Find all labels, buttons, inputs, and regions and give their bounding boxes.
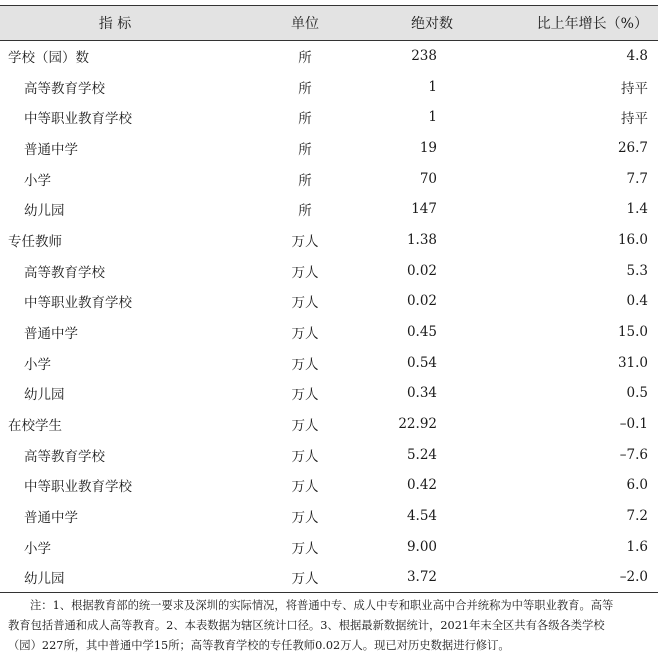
row-unit: 所	[298, 111, 312, 128]
row-absolute-value: 1	[428, 78, 437, 95]
row-unit: 万人	[291, 479, 319, 496]
row-growth-value: 0.4	[626, 293, 648, 310]
row-indicator-name: 小学	[24, 540, 51, 557]
row-indicator-name: 中等职业教育学校	[24, 479, 132, 496]
table-row	[0, 102, 658, 133]
row-unit: 所	[298, 203, 312, 220]
row-unit: 所	[298, 50, 312, 67]
row-unit: 万人	[291, 295, 319, 312]
row-unit: 万人	[250, 562, 360, 593]
row-indicator-name: 在校学生	[8, 418, 62, 435]
table-footnote: 注：1、根据教育部的统一要求及深圳的实际情况，将普通中专、成人中专和职业高中合并统称为中等职业教育。高等教育包括普通和成人高等教育。2、本表数据为辖区统计口径。3、根据最新数据统计，2021年末全区共有各级各类学校（园）227所，其中普通中学15所；高等教育学校的专任教师0.02万人。现已对历史数据进行修订。	[8, 599, 614, 652]
header-absolute: 绝对数	[360, 6, 457, 41]
row-absolute-value: 19	[419, 139, 437, 156]
table-row	[0, 409, 658, 440]
row-growth-value: 26.7	[617, 139, 648, 156]
row-absolute-value: 0.54	[406, 354, 437, 371]
row-growth-value: 7.2	[626, 508, 648, 525]
table-row	[0, 225, 658, 256]
row-indicator-name: 幼儿园	[0, 562, 250, 593]
table-row	[0, 133, 658, 164]
table-row	[0, 470, 658, 501]
table-row	[0, 255, 658, 286]
table-row	[0, 378, 658, 409]
table-row	[0, 562, 658, 593]
row-indicator-name: 幼儿园	[24, 203, 65, 220]
statistics-table-container	[0, 5, 648, 593]
row-unit: 万人	[291, 448, 319, 465]
row-indicator-name: 学校（园）数	[8, 50, 89, 67]
row-growth-value: 1.4	[626, 201, 648, 218]
row-indicator-name: 普通中学	[24, 510, 78, 527]
row-growth-value: 0.5	[626, 385, 648, 402]
row-absolute-value: 0.02	[406, 293, 437, 310]
row-unit: 万人	[291, 233, 319, 250]
row-absolute-value: 0.42	[406, 477, 437, 494]
row-unit: 所	[298, 80, 312, 97]
row-growth-value: 15.0	[617, 324, 648, 341]
row-growth-value: 31.0	[617, 354, 648, 371]
table-row	[0, 317, 658, 348]
row-growth-value: 5.3	[626, 262, 648, 279]
row-indicator-name: 中等职业教育学校	[24, 111, 132, 128]
row-indicator-name: 普通中学	[24, 326, 78, 343]
row-unit: 万人	[291, 418, 319, 435]
row-unit: 万人	[291, 356, 319, 373]
row-indicator-name: 高等教育学校	[24, 448, 105, 465]
table-row	[0, 71, 658, 102]
row-absolute-value: 1.38	[406, 231, 437, 248]
row-indicator-name: 专任教师	[8, 233, 62, 250]
row-unit: 所	[298, 172, 312, 189]
table-row	[0, 286, 658, 317]
header-growth: 比上年增长（%）	[457, 6, 658, 41]
row-unit: 万人	[291, 510, 319, 527]
row-absolute-value: 0.45	[406, 324, 437, 341]
row-growth-value: 7.7	[626, 170, 648, 187]
row-absolute-value: 70	[419, 170, 437, 187]
row-unit: 所	[298, 141, 312, 158]
row-unit: 万人	[291, 387, 319, 404]
row-unit: 万人	[291, 540, 319, 557]
header-unit: 单位	[250, 6, 360, 41]
table-row	[0, 501, 658, 532]
row-indicator-name: 高等教育学校	[24, 80, 105, 97]
row-growth-value: 持平	[621, 80, 648, 97]
row-absolute-value: 0.34	[406, 385, 437, 402]
table-row	[0, 532, 658, 563]
row-indicator-name: 高等教育学校	[24, 264, 105, 281]
row-indicator-name: 普通中学	[24, 141, 78, 158]
row-growth-value: 16.0	[617, 231, 648, 248]
row-growth-value: 持平	[621, 111, 648, 128]
row-absolute-value: 5.24	[406, 446, 437, 463]
row-absolute-value: 3.72	[360, 562, 457, 593]
row-unit: 万人	[291, 264, 319, 281]
table-body	[0, 41, 658, 593]
row-indicator-name: 小学	[24, 172, 51, 189]
row-growth-value: –7.6	[619, 446, 648, 463]
row-growth-value: –0.1	[619, 416, 648, 433]
row-indicator-name: 中等职业教育学校	[24, 295, 132, 312]
education-statistics-table	[0, 5, 658, 593]
row-growth-value: 1.6	[626, 538, 648, 555]
row-indicator-name: 幼儿园	[24, 387, 65, 404]
row-growth-value: 4.8	[626, 48, 648, 65]
table-row	[0, 41, 658, 72]
table-row	[0, 194, 658, 225]
row-absolute-value: 1	[428, 109, 437, 126]
row-growth-value: 6.0	[626, 477, 648, 494]
row-unit: 万人	[291, 326, 319, 343]
row-absolute-value: 238	[411, 48, 437, 65]
table-row	[0, 163, 658, 194]
row-absolute-value: 147	[411, 201, 437, 218]
table-header-row	[0, 6, 658, 41]
table-row	[0, 439, 658, 470]
header-indicator: 指 标	[0, 6, 250, 41]
row-absolute-value: 22.92	[398, 416, 437, 433]
row-absolute-value: 4.54	[406, 508, 437, 525]
row-growth-value: –2.0	[457, 562, 658, 593]
row-indicator-name: 小学	[24, 356, 51, 373]
row-absolute-value: 9.00	[406, 538, 437, 555]
table-row	[0, 347, 658, 378]
row-absolute-value: 0.02	[406, 262, 437, 279]
